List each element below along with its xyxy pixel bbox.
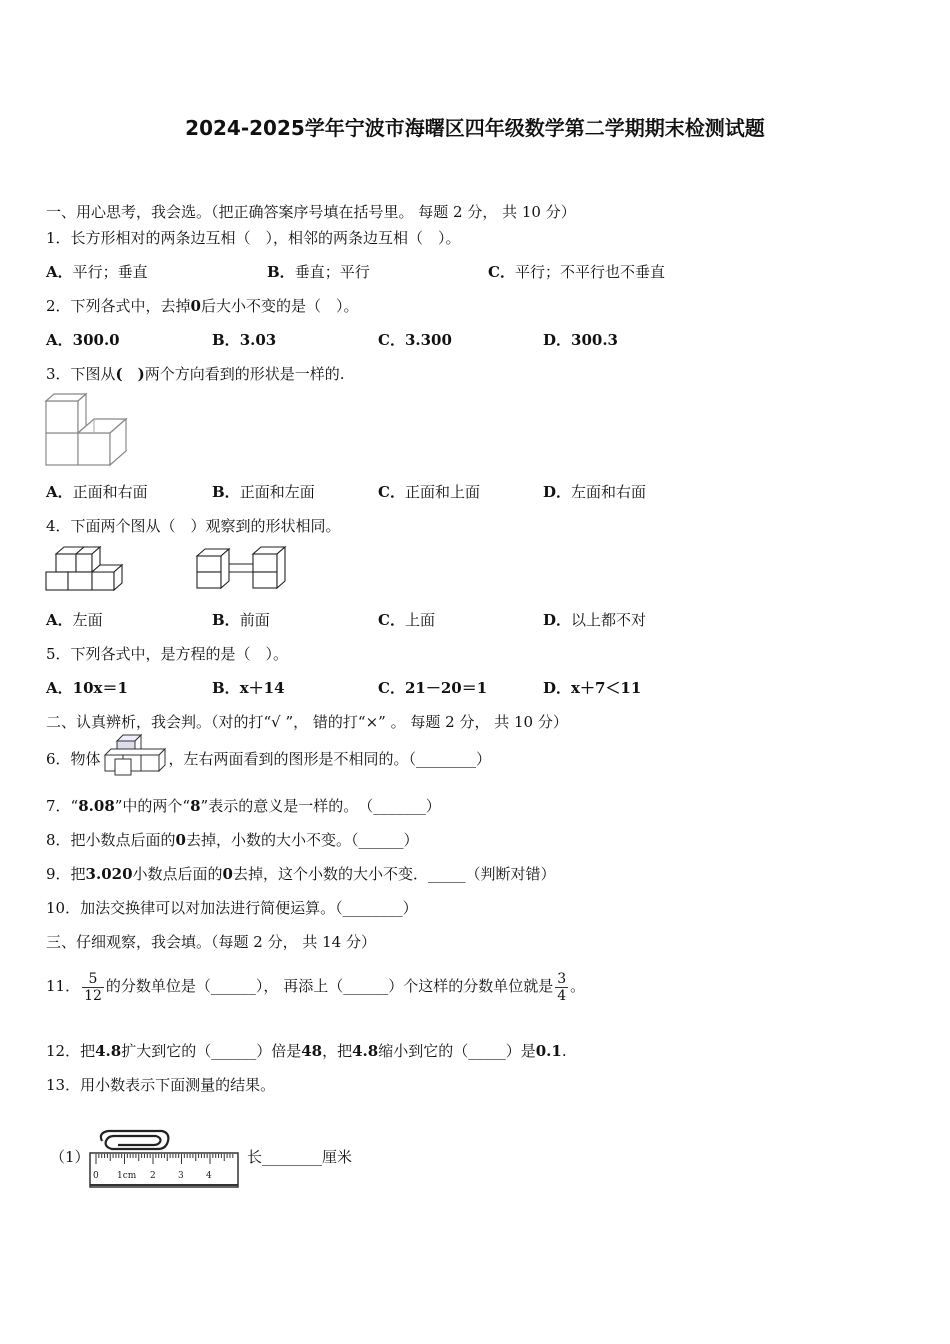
q2-option-d[interactable]: D．300.3: [543, 331, 618, 349]
fraction-5-12: $\frac{5}{12}$: [84, 970, 102, 1004]
q13-answer-blank[interactable]: 长________厘米: [247, 1148, 353, 1166]
question-8: 8．把小数点后面的0去掉，小数的大小不变。（______）: [46, 831, 419, 849]
question-6: 6．物体 ，左右两面看到的图形是不相同的。（________）: [46, 750, 492, 768]
ruler-label-0: 0: [93, 1171, 99, 1181]
q2-option-c[interactable]: C．3.300: [378, 331, 452, 349]
q5-option-d[interactable]: D．x＋7＜11: [543, 679, 642, 697]
question-3: 3．下图从( )两个方向看到的形状是一样的.: [46, 365, 345, 383]
question-12: 12．把4.8扩大到它的（______）倍是48，把4.8缩小到它的（_____）是0.1.: [46, 1042, 567, 1060]
option-key: B．: [267, 263, 295, 281]
question-1: 1．长方形相对的两条边互相（ ），相邻的两条边互相（ ）。: [46, 229, 461, 247]
ruler-label-3: 3: [178, 1171, 184, 1181]
question-13: 13．用小数表示下面测量的结果。: [46, 1076, 276, 1094]
q4-option-a[interactable]: A．左面: [46, 611, 103, 629]
ruler-label-2: 2: [150, 1171, 156, 1181]
q4-option-d[interactable]: D．以上都不对: [543, 611, 647, 629]
page-title: 2024-2025学年宁波市海曙区四年级数学第二学期期末检测试题: [185, 116, 765, 140]
question-10: 10．加法交换律可以对加法进行简便运算。（________）: [46, 899, 418, 917]
option-text: 平行；垂直: [72, 263, 148, 281]
q5-option-a[interactable]: A．10x＝1: [46, 679, 128, 697]
q13-sub-label: （1）: [50, 1148, 90, 1166]
q1-option-c[interactable]: [488, 262, 665, 282]
ruler-label-1cm: 1cm: [117, 1171, 137, 1181]
q4-figure-2: [195, 544, 291, 592]
q1-option-b[interactable]: [267, 262, 370, 282]
question-11: 11． $\frac{5}{12}$ 的分数单位是（______）， 再添上（______）个这样的分数单位就是 $\frac{3}{4}$ 。: [46, 970, 586, 1004]
question-2: 2．下列各式中，去掉0后大小不变的是（ ）。: [46, 297, 359, 315]
question-4: 4．下面两个图从（ ）观察到的形状相同。: [46, 517, 341, 535]
question-7: 7．“8.08”中的两个“8”表示的意义是一样的。 （_______）: [46, 797, 441, 815]
q1-option-a[interactable]: [46, 262, 148, 282]
q13-ruler-figure: [88, 1127, 244, 1191]
ruler-label-4: 4: [206, 1171, 212, 1181]
option-text: 平行；不平行也不垂直: [514, 263, 665, 281]
q3-option-d[interactable]: D．左面和右面: [543, 483, 647, 501]
q4-figure-1: [44, 544, 128, 592]
q3-option-a[interactable]: A．正面和右面: [46, 483, 148, 501]
section-3-header: 三、仔细观察，我会填。（每题 2 分， 共 14 分）: [46, 933, 376, 951]
question-9: 9．把3.020小数点后面的0去掉，这个小数的大小不变．_____（判断对错）: [46, 865, 556, 883]
section-1-header: 一、用心思考，我会选。（把正确答案序号填在括号里。 每题 2 分， 共 10 分）: [46, 203, 576, 221]
q3-option-c[interactable]: C．正面和上面: [378, 483, 480, 501]
option-text: 垂直；平行: [294, 263, 370, 281]
q5-option-b[interactable]: B．x＋14: [212, 679, 285, 697]
q5-option-c[interactable]: C．21－20＝1: [378, 679, 488, 697]
fraction-3-4: $\frac{3}{4}$: [557, 970, 567, 1004]
q4-option-c[interactable]: C．上面: [378, 611, 435, 629]
option-key: A．: [46, 263, 73, 281]
q2-option-a[interactable]: A．300.0: [46, 331, 120, 349]
q2-option-b[interactable]: B．3.03: [212, 331, 277, 349]
question-5: 5．下列各式中，是方程的是（ ）。: [46, 645, 289, 663]
q3-option-b[interactable]: B．正面和左面: [212, 483, 315, 501]
q6-cubes-figure: [103, 733, 169, 777]
section-2-header: 二、认真辨析，我会判。（对的打“√ ”， 错的打“×” 。 每题 2 分， 共 10 分）: [46, 713, 568, 731]
option-key: C．: [488, 263, 515, 281]
q4-option-b[interactable]: B．前面: [212, 611, 270, 629]
q3-cubes-figure: [44, 393, 134, 469]
